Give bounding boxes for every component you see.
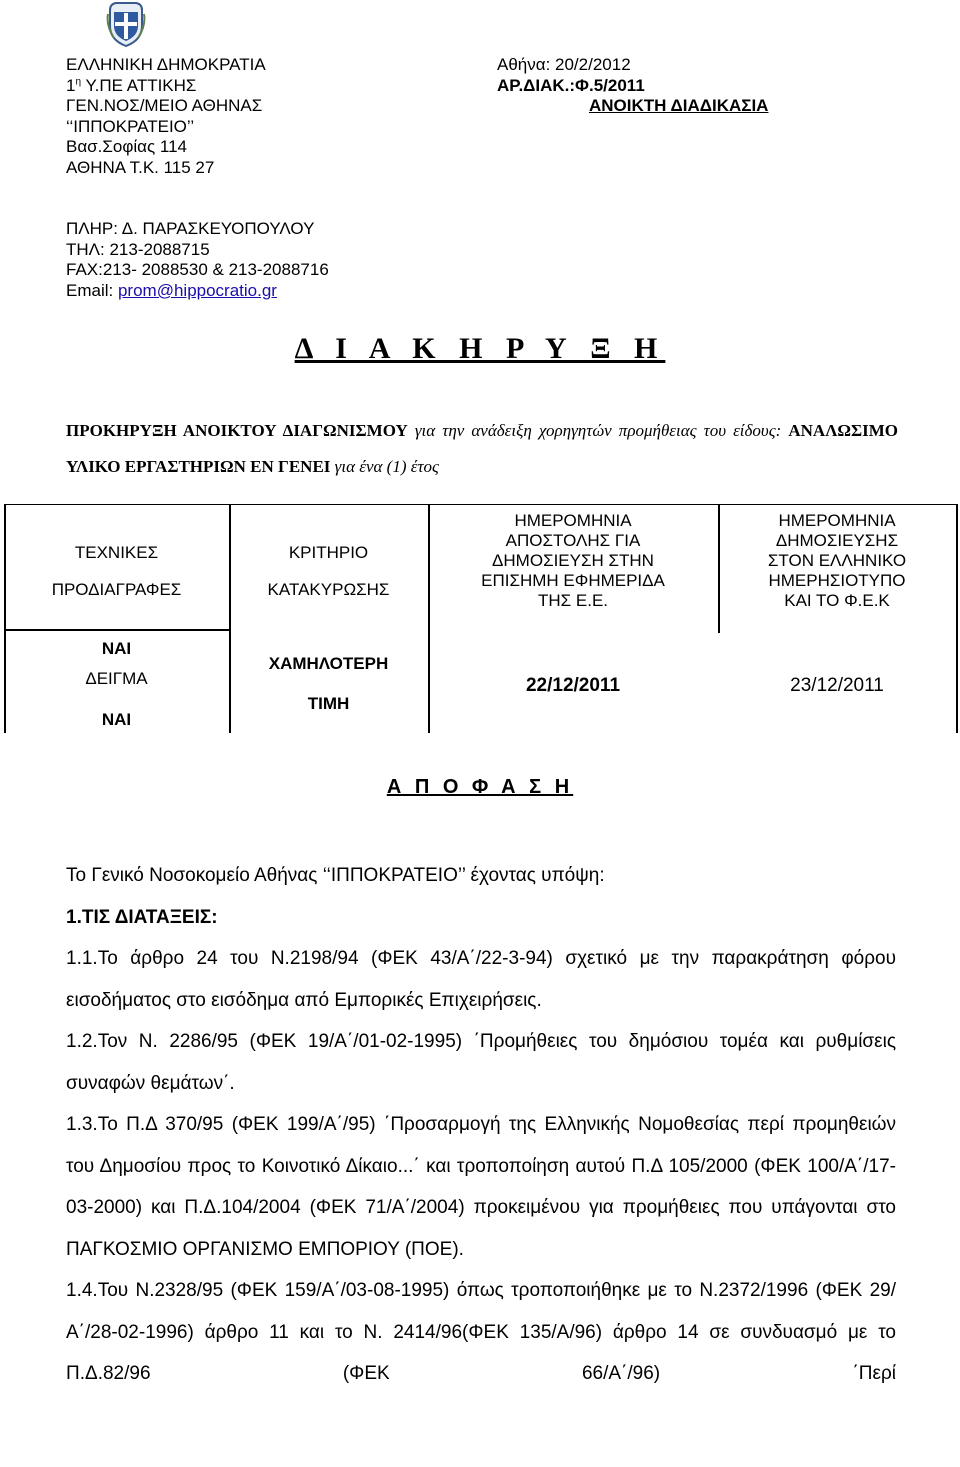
dispatch-header-line-1: ΗΜΕΡΟΜΗΝΙΑ (514, 511, 632, 530)
body-paragraph-1-2: 1.2.Τον Ν. 2286/95 (ΦΕΚ 19/Α΄/01-02-1995) ΄Προμήθειες του δημόσιου τομέα και ρυθμίσεις συναφών θεμάτων΄. (66, 1031, 896, 1094)
table-border-right (956, 505, 958, 733)
table-border-left (4, 505, 6, 733)
contact-email-row (66, 281, 329, 302)
issuer-line-4: ‘‘ΙΠΠΟΚΡΑΤΕΙΟ’’ (66, 116, 195, 136)
page-title: Δ Ι Α Κ Η Ρ Υ Ξ Η (294, 332, 666, 365)
table-header-specs-2: ΠΡΟΔΙΑΓΡΑΦΕΣ (51, 580, 182, 599)
table-dispatch-date-value: 22/12/2011 (525, 675, 621, 696)
issuer-line-5: Βασ.Σοφίας 114 (66, 137, 187, 157)
dispatch-header-line-4: ΕΠΙΣΗΜΗ ΕΦΗΜΕΡΙΔΑ (481, 571, 665, 590)
publication-header-line-5: ΚΑΙ ΤΟ Φ.Ε.Κ (784, 591, 890, 610)
table-header-criterion-2: ΚΑΤΑΚΥΡΩΣΗΣ (267, 580, 390, 599)
body-paragraph-intro: Το Γενικό Νοσοκομείο Αθήνας ‘‘ΙΠΠΟΚΡΑΤΕΙΟ’’ έχοντας υπόψη: (66, 865, 605, 886)
contact-phone: ΤΗΛ: 213-2088715 (66, 239, 210, 259)
issuer-region-superscript: η (75, 75, 82, 87)
table-criterion-value-1: ΧΑΜΗΛΟΤΕΡΗ (268, 654, 389, 673)
table-criterion-value-2: ΤΙΜΗ (307, 694, 350, 713)
intro-bold-2: ΑΝΑΛΩΣΙΜΟ ΥΛΙΚΟ ΕΡΓΑΣΤΗΡΙΩΝ ΕΝ ΓΕΝΕΙ (66, 421, 898, 476)
body-paragraph-1-4: 1.4.Του Ν.2328/95 (ΦΕΚ 159/Α΄/03-08-1995) όπως τροποποιήθηκε με το Ν.2372/1996 (ΦΕΚ 29/Α΄/28-02-1996) άρθρο 11 και το Ν. 2414/96(ΦΕΚ 135/Α/96) άρθρο 14 σε συνδυασμό με το Π.Δ.82/96 (ΦΕΚ 66/Α΄/96) ΄Περί (66, 1280, 896, 1384)
reference-block (497, 55, 768, 117)
email-label: Email: (66, 280, 118, 300)
table-specs-value: ΝΑΙ (101, 639, 132, 658)
email-link[interactable]: prom@hippocratio.gr (117, 280, 277, 300)
table-publication-date-value: 23/12/2011 (790, 675, 884, 696)
announcement-intro (66, 413, 898, 485)
issuer-line-3: ΓΕΝ.ΝΟΣ/ΜΕΙΟ ΑΘΗΝΑΣ (66, 96, 263, 116)
contact-person: ΠΛΗΡ: Δ. ΠΑΡΑΣΚΕΥΟΠΟΥΛΟΥ (66, 219, 315, 238)
publication-header-line-2: ΔΗΜΟΣΙΕΥΣΗΣ (775, 531, 899, 550)
publication-header-line-3: ΣΤΟΝ ΕΛΛΗΝΙΚΟ (767, 551, 907, 570)
issuer-line-2 (66, 76, 266, 97)
table-header-criterion-1: ΚΡΙΤΗΡΙΟ (288, 543, 369, 562)
coat-of-arms-emblem (106, 0, 146, 48)
table-header-publication-date (718, 511, 956, 611)
table-sample-value: ΝΑΙ (101, 710, 132, 729)
decision-title: Α Π Ο Φ Α Σ Η (386, 776, 574, 798)
publication-header-line-4: ΗΜΕΡΗΣΙΟΤΥΠΟ (768, 571, 906, 590)
intro-italic-2: για ένα (1) έτος (334, 457, 439, 476)
publication-header-line-1: ΗΜΕΡΟΜΗΝΙΑ (778, 511, 896, 530)
contact-block (66, 219, 329, 301)
table-header-dispatch-date (428, 511, 718, 611)
dispatch-header-line-3: ΔΗΜΟΣΙΕΥΣΗ ΣΤΗΝ (492, 551, 654, 570)
document-date: Αθήνα: 20/2/2012 (497, 55, 631, 74)
dispatch-header-line-5: ΤΗΣ Ε.Ε. (537, 591, 609, 610)
contact-fax: FAX:213- 2088530 & 213-2088716 (66, 260, 329, 280)
intro-bold-1: ΠΡΟΚΗΡΥΞΗ ΑΝΟΙΚΤΟΥ ΔΙΑΓΩΝΙΣΜΟΥ (66, 421, 408, 440)
issuer-region-name: Υ.ΠΕ ΑΤΤΙΚΗΣ (85, 75, 197, 95)
table-header-specs-1: ΤΕΧΝΙΚΕΣ (74, 543, 159, 562)
procedure-type: ΑΝΟΙΚΤΗ ΔΙΑΔΙΚΑΣΙΑ (589, 96, 769, 116)
tender-info-table (4, 504, 958, 733)
body-paragraph-1-1: 1.1.Το άρθρο 24 του Ν.2198/94 (ΦΕΚ 43/Α΄/22-3-94) σχετικό με την παρακράτηση φόρου εισοδήματος στο εισόδημα από Εμπορικές Επιχειρήσεις. (66, 948, 896, 1011)
intro-italic-1: για την ανάδειξη χορηγητών προμήθειας του είδους: (414, 421, 782, 440)
issuer-line-1: ΕΛΛΗΝΙΚΗ ΔΗΜΟΚΡΑΤΙΑ (66, 55, 266, 74)
issuer-region-number: 1 (66, 75, 76, 95)
issuer-block (66, 55, 266, 179)
body-paragraph-1-3: 1.3.Το Π.Δ 370/95 (ΦΕΚ 199/Α΄/95) ΄Προσαρμογή της Ελληνικής Νομοθεσίας περί προμηθειών του Δημοσίου προς το Κοινοτικό Δίκαιο...΄ και τροποποίηση αυτού Π.Δ 105/2000 (ΦΕΚ 100/Α΄/17-03-2000) και Π.Δ.104/2004 (ΦΕΚ 71/Α΄/2004) προκειμένου για προμήθειες που υπάγονται στο ΠΑΓΚΟΣΜΙΟ ΟΡΓΑΝΙΣΜΟ ΕΜΠΟΡΙΟΥ (ΠΟΕ). (66, 1114, 896, 1260)
dispatch-header-line-2: ΑΠΟΣΤΟΛΗΣ ΓΙΑ (505, 531, 641, 550)
issuer-line-6: ΑΘΗΝΑ Τ.Κ. 115 27 (66, 157, 215, 177)
decision-body (66, 855, 896, 1395)
reference-number: ΑΡ.ΔΙΑΚ.:Φ.5/2011 (497, 75, 645, 95)
table-row-divider (4, 629, 229, 631)
body-heading-provisions: 1.ΤΙΣ ΔΙΑΤΑΞΕΙΣ: (66, 906, 218, 928)
table-sample-label: ΔΕΙΓΜΑ (85, 669, 148, 688)
